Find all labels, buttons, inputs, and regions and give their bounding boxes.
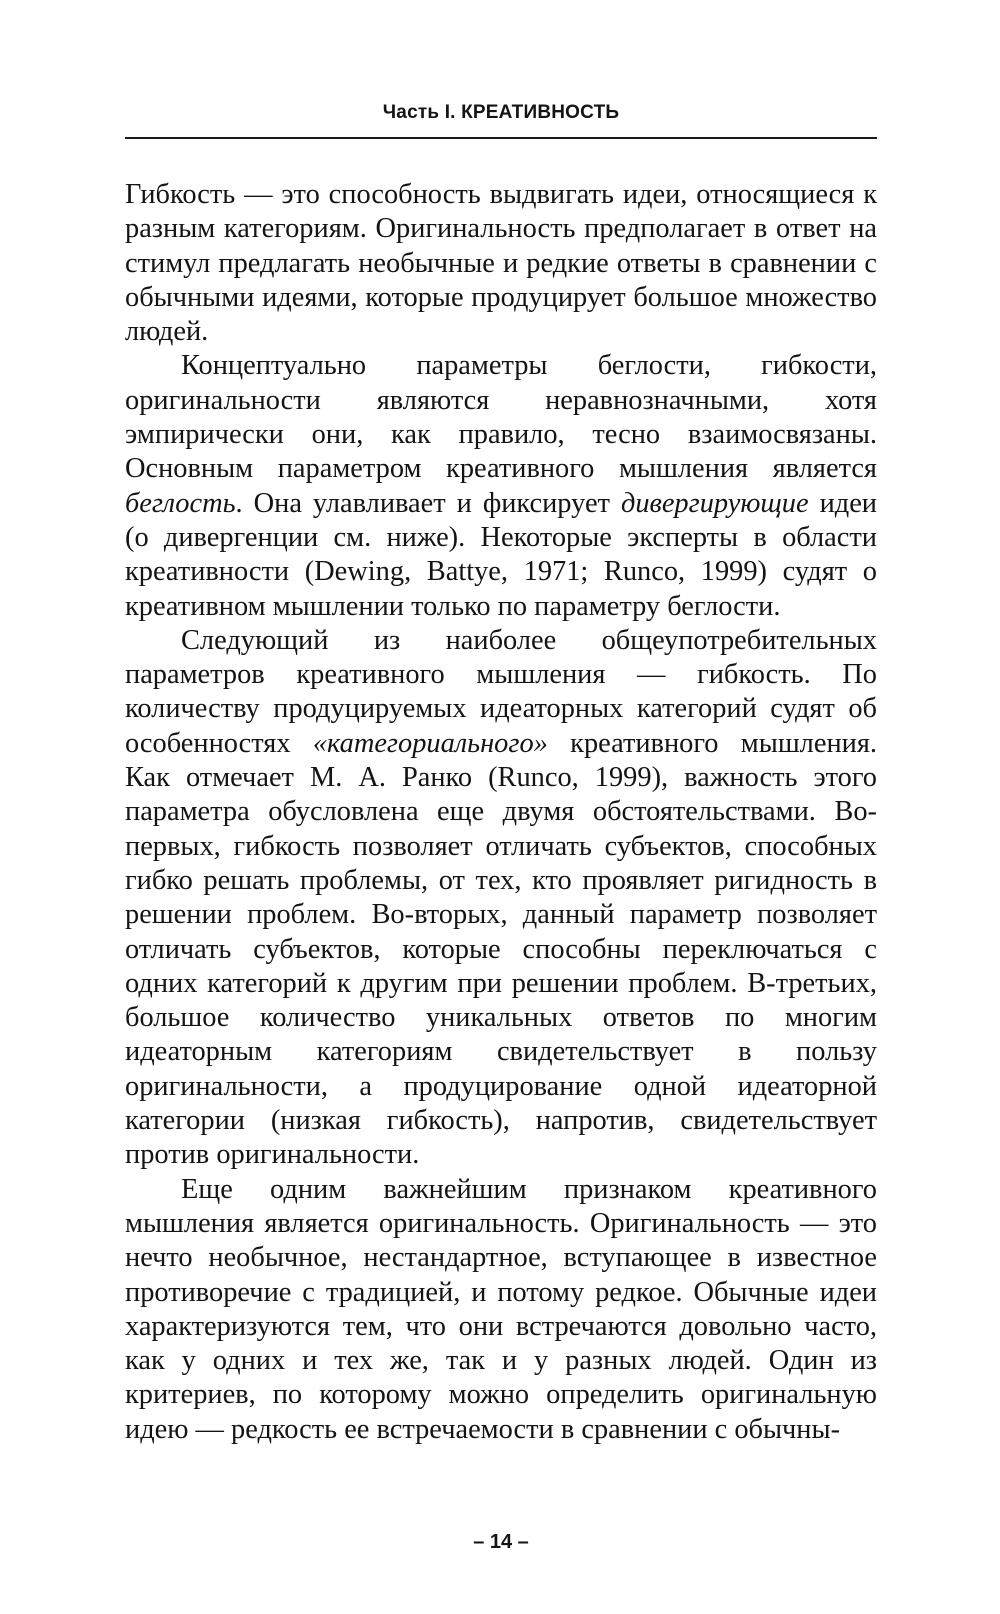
running-head: Часть I. КРЕАТИВНОСТЬ [382, 102, 620, 123]
paragraph-2 [125, 349, 877, 623]
text-run: Гибкость — это способность выдвигать идеи, относящиеся к разным категориям. Оригинальность предполагает в ответ на стимул предлагать необычные и редкие ответы в сравнении с обычными идеями, которые продуцирует большое множество людей. [125, 179, 877, 348]
italic-term-divergiruyushchie: дивергирующие [620, 487, 809, 519]
page-number: – 14 – [473, 1531, 529, 1553]
text-run: Следующий из наиболее общеупотребительных параметров креативного мышления — гибкость. По количеству продуцируемых идеаторных категорий судят об особенностях [125, 624, 877, 759]
paragraph-1 [125, 178, 877, 349]
italic-term-kategorialnogo: «категориального» [312, 727, 548, 759]
text-run: Еще одним важнейшим признаком креативного мышления является оригинальность. Оригинальность — это нечто необычное, нестандартное, вступающее в известное противоречие с традицией, и потому редкое. Обычные идеи характеризуются тем, что они встречаются довольно часто, как у одних и тех же, так и у разных людей. Один из критериев, по которому можно определить оригинальную идею — редкость ее встречаемости в сравнении с обычны- [125, 1173, 877, 1445]
text-run: креативного мышления. Как отмечает М. А. Ранко (Runco, 1999), важность этого параметра обусловлена еще двумя обстоятельствами. Во-первых, гибкость позволяет отличать субъектов, способных гибко решать проблемы, от тех, кто проявляет ригидность в решении проблем. Во-вторых, данный параметр позволяет отличать субъектов, которые способны переключаться с одних категорий к другим при решении проблем. В-третьих, большое количество уникальных ответов по многим идеаторным категориям свидетельствует в пользу оригинальности, а продуцирование одной идеаторной категории (низкая гибкость), напротив, свидетельствует против оригинальности. [125, 727, 877, 1171]
paragraph-4 [125, 1173, 877, 1447]
text-run: Концептуально параметры беглости, гибкости, оригинальности являются неравнозначными, хотя эмпирически они, как правило, тесно взаимосвязаны. Основным параметром креативного мышления является [125, 350, 877, 485]
paragraph-3 [125, 624, 877, 1173]
text-run: идеи (о дивергенции см. ниже). Некоторые эксперты в области креативности (Dewing, Battye, 1971; Runco, 1999) судят о креативном мышлении только по параметру беглости. [125, 487, 878, 622]
text-run: . Она улавливает и фиксирует [235, 487, 621, 519]
header-rule [125, 137, 877, 139]
italic-term-begl: беглость [125, 487, 236, 519]
body-text [125, 178, 877, 1447]
